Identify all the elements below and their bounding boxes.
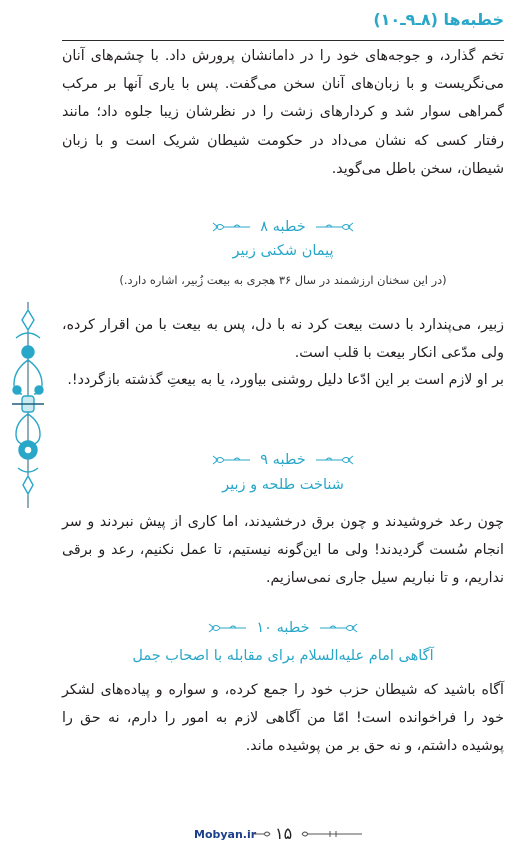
sermon-10-heading <box>62 617 504 639</box>
flourish-ornament-icon <box>300 828 364 840</box>
header-title: خطبه‌ها (۸ـ۹ـ۱۰) <box>373 10 504 29</box>
sermon-9-heading <box>62 449 504 471</box>
sermon-9-paragraph: چون رعد خروشیدند و چون برق درخشیدند، اما کاری از پیش نبردند و سر انجام سُست گردیدند! ولی ما این‌گونه نیستیم، تا عمل نکنیم، رعد و برقی نداریم، و تا نباریم سیل جاری نمی‌سازیم. <box>62 514 504 587</box>
sermon-8-heading <box>62 216 504 238</box>
flourish-ornament-icon <box>206 622 248 634</box>
intro-paragraph: تخم گذارد، و جوجه‌های خود را در دامانشان پرورش داد. با چشم‌های آنان می‌نگریست و با زبان‌های آنان سخن می‌گفت. پس با یاری آنها بر مرکب گمراهی سوار شد و کردارهای زشت را در نظرشان زیبا جلوه داد؛ مانند رفتار کسی که نشان می‌داد در حکومت شیطان شریک است و با زبان شیطان، سخن باطل می‌گوید. <box>62 48 504 177</box>
flourish-ornament-icon <box>314 221 356 233</box>
flourish-ornament-icon <box>210 221 252 233</box>
vertical-arabesque-ornament-icon <box>8 300 48 510</box>
sermon-8-subtitle: پیمان شکنی زبیر <box>232 243 334 259</box>
page-footer <box>190 822 370 846</box>
flourish-ornament-icon <box>314 454 356 466</box>
flourish-ornament-icon <box>252 828 272 840</box>
sermon-8-paragraph-1: زبیر، می‌پندارد با دست بیعت کرد نه با دل، پس به بیعت با من اقرار کرده، ولی مدّعی انکار بیعت با قلب است. <box>62 317 504 362</box>
sermon-8-paragraph-2: بر او لازم است بر این ادّعا دلیل روشنی بیاورد، یا به بیعتِ گذشته بازگردد!. <box>67 372 504 388</box>
flourish-ornament-icon <box>318 622 360 634</box>
sermon-10-subtitle: آگاهی امام علیه‌السلام برای مقابله با اصحاب جمل <box>132 648 434 664</box>
page-header <box>62 6 504 41</box>
sermon-10-paragraph: آگاه باشید که شیطان حزب خود را جمع کرده، و سواره و پیاده‌های لشکر خود را فراخوانده است! امّا من آگاهی لازم به امور را دارم، نه حق را پوشیده داشتم، و نه حق بر من پوشیده ماند. <box>62 682 504 755</box>
sermon-9-label: خطبه ۹ <box>260 452 306 468</box>
footer-site-name: Mobyan.ir <box>194 828 257 841</box>
sermon-8-note: (در این سخنان ارزشمند در سال ۳۶ هجری به بیعت زُبیر، اشاره دارد.) <box>119 273 447 287</box>
sermon-10-label: خطبه ۱۰ <box>256 620 310 636</box>
sermon-9-subtitle: شناخت طلحه و زبیر <box>222 477 344 493</box>
flourish-ornament-icon <box>210 454 252 466</box>
sermon-8-label: خطبه ۸ <box>260 219 306 235</box>
page-number: ۱۵ <box>275 824 293 843</box>
